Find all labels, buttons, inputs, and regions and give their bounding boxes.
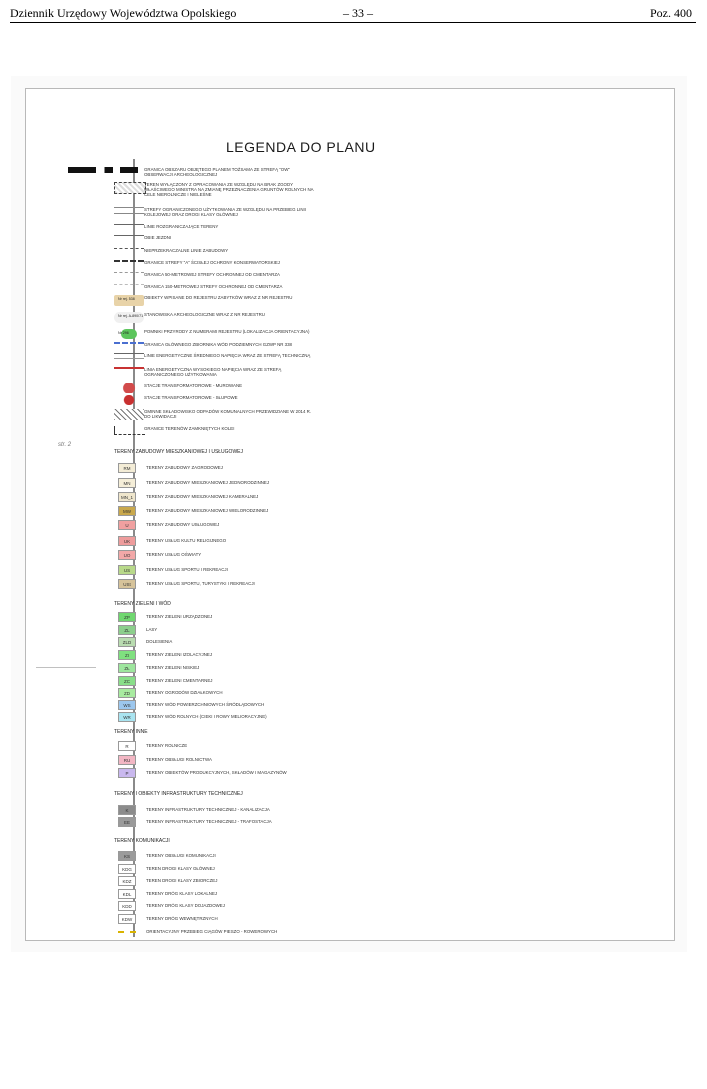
legend-title: LEGENDA DO PLANU <box>226 139 376 155</box>
legend-symbol <box>114 235 144 237</box>
legend-symbol <box>114 353 144 359</box>
legend-symbol <box>114 224 144 226</box>
zone-label: DOLESIENIA <box>146 639 173 644</box>
legend-label: GRANICE STREFY "A" ŚCISŁEJ OCHRONY KONSERWATORSKIEJ <box>144 260 281 265</box>
legend-label: STACJE TRANSFORMATOROWE - MUROWANE <box>144 383 243 388</box>
legend-symbol <box>68 167 138 173</box>
zone-swatch: RU <box>118 755 136 765</box>
zone-swatch: U <box>118 520 136 530</box>
legend-symbol <box>114 272 144 274</box>
zone-label: TERENY ZIELENI IZOLACYJNEJ <box>146 652 213 657</box>
zone-swatch: KDL <box>118 889 136 899</box>
legend-symbol <box>114 207 144 214</box>
legend-label: NIEPRZEKRACZALNE LINIE ZABUDOWY <box>144 248 229 253</box>
zone-label: TEREN DROGI KLASY GŁÓWNEJ <box>146 866 215 871</box>
zone-swatch: ZP <box>118 612 136 622</box>
legend-symbol <box>114 248 144 250</box>
zone-label: TERENY ZABUDOWY MIESZKANIOWEJ WIELORODZINNEJ <box>146 508 269 513</box>
zone-swatch: US <box>118 565 136 575</box>
legend-symbol <box>114 395 144 405</box>
legend-label: LINIE ROZGRANICZAJĄCE TERENY <box>144 224 219 229</box>
page-header <box>10 4 696 23</box>
symbol-code: Nr 296 <box>118 331 129 335</box>
zone-label: TERENY USŁUG KULTU RELIGIJNEGO <box>146 538 227 543</box>
zone-swatch: KDG <box>118 864 136 874</box>
zone-swatch: KDZ <box>118 876 136 886</box>
zone-label: TERENY USŁUG SPORTU, TURYSTYKI I REKREACJI <box>146 581 255 586</box>
zone-swatch: KDD <box>118 901 136 911</box>
zone-swatch: ZŁ <box>118 663 136 673</box>
legend-label: LINIA ENERGETYCZNA WYSOKIEGO NAPIĘCIA WRAZ ZE STREFĄ <box>144 367 282 372</box>
legend-label: GRANICA 150-METROWEJ STREFY OCHRONNEJ OD CMENTARZA <box>144 284 283 289</box>
zone-label: ORIENTACYJNY PRZEBIEG CIĄGÓW PIESZO - ROWEROWYCH <box>146 929 278 934</box>
legend-label: STANOWISKA ARCHEOLOGICZNE WRAZ Z NR REJESTRU <box>144 312 265 317</box>
legend-symbol <box>114 260 144 263</box>
margin-note: str. 2 <box>58 442 72 448</box>
section-title: TERENY KOMUNIKACJI <box>114 838 170 844</box>
zone-label: TERENY INFRASTRUKTURY TECHNICZNEJ - KANALIZACJA <box>146 807 270 812</box>
zone-swatch: ZC <box>118 676 136 686</box>
zone-label: TERENY OBSŁUGI ROLNICTWA <box>146 757 212 762</box>
zone-swatch: KS <box>118 851 136 861</box>
legend-label: GRANICE TERENÓW ZAMKNIĘTYCH KOLEI <box>144 426 235 431</box>
legend-label: GMINNE SKŁADOWISKO ODPADÓW KOMUNALNYCH PRZEWIDZIANE W 2014 R. <box>144 409 312 414</box>
zone-swatch: MW <box>118 506 136 516</box>
zone-label: TERENY DRÓG KLASY DOJAZDOWEJ <box>146 903 225 908</box>
zone-swatch: WR <box>118 712 136 722</box>
legend-label: GRANICA 50-METROWEJ STREFY OCHRONNEJ OD CMENTARZA <box>144 272 280 277</box>
zone-label: TERENY INFRASTRUKTURY TECHNICZNEJ - TRAFOSTACJA <box>146 819 272 824</box>
zone-label: TERENY WÓD POWIERZCHNIOWYCH ŚRÓDLĄDOWYCH <box>146 702 265 707</box>
legend-label: POMNIKI PRZYRODY Z NUMERAMI REJESTRU (LOKALIZACJA ORIENTACYJNA) <box>144 329 310 334</box>
zone-label: TERENY USŁUG OŚWIATY <box>146 552 202 557</box>
zone-swatch: EE <box>118 817 136 827</box>
zone-label: TERENY DRÓG KLASY LOKALNEJ <box>146 891 218 896</box>
zone-swatch: USt <box>118 579 136 589</box>
zone-swatch <box>118 931 136 933</box>
legend-label: TEREN WYŁĄCZONY Z OPRACOWANIA ZE WZGLĘDU NA BRAK ZGODY <box>144 182 294 187</box>
zone-label: TERENY ZABUDOWY MIESZKANIOWEJ KAMERALNEJ <box>146 494 259 499</box>
zone-swatch: MN <box>118 478 136 488</box>
legend-label: OGRANICZONEGO UŻYTKOWANIA <box>144 372 217 377</box>
page-number: – 33 – <box>343 6 373 20</box>
zone-label: TERENY ZIELENI NISKIEJ <box>146 665 200 670</box>
zone-label: TERENY ZABUDOWY USŁUGOWEJ <box>146 522 220 527</box>
zone-swatch: RM <box>118 463 136 473</box>
symbol-code: Nr rej. 538 <box>118 297 135 301</box>
zone-swatch: P <box>118 768 136 778</box>
legend-label: CELE NIEROLNICZE I NIELEŚNE <box>144 192 212 197</box>
zone-label: TERENY OGRODÓW DZIAŁKOWYCH <box>146 690 223 695</box>
legend-label: OBIE JEZDNI <box>144 235 172 240</box>
zone-label: TERENY ZABUDOWY MIESZKANIOWEJ JEDNORODZINNEJ <box>146 480 270 485</box>
legend-label: OBIEKTY WPISANE DO REJESTRU ZABYTKÓW WRAZ Z NR REJESTRU <box>144 295 293 300</box>
legend-label: KOLEJOWEJ ORAZ DROGI KLASY GŁÓWNEJ <box>144 212 238 217</box>
zone-label: TERENY OBSŁUGI KOMUNIKACJI <box>146 853 216 858</box>
zone-label: TERENY WÓD ROLNYCH (CIEKI I ROWY MELIORACYJNE) <box>146 714 267 719</box>
legend-symbol <box>114 367 144 370</box>
zone-label: TERENY USŁUG SPORTU I REKREACJI <box>146 567 228 572</box>
legend-symbol <box>114 284 144 286</box>
legend-symbol <box>114 383 144 393</box>
zone-label: TERENY ZABUDOWY ZAGRODOWEJ <box>146 465 223 470</box>
legend-label: GRANICA GŁÓWNEGO ZBIORNIKA WÓD PODZIEMNYCH GZWP NR 338 <box>144 342 292 347</box>
zone-swatch: KDW <box>118 914 136 924</box>
legend-sheet <box>25 88 675 941</box>
symbol-code: Nr rej. A-890/71 <box>118 314 144 318</box>
zone-label: TERENY ZIELENI CMENTARNEJ <box>146 678 213 683</box>
legend-label: STACJE TRANSFORMATOROWE - SŁUPOWE <box>144 395 238 400</box>
section-title: TERENY ZIELENI I WÓD <box>114 601 171 607</box>
zone-swatch: ZI <box>118 650 136 660</box>
zone-swatch: R <box>118 741 136 751</box>
zone-swatch: WS <box>118 700 136 710</box>
zone-label: TEREN DROGI KLASY ZBIORCZEJ <box>146 878 218 883</box>
legend-label: DO LIKWIDACJI <box>144 414 177 419</box>
legend-symbol <box>114 426 145 435</box>
zone-label: TERENY DRÓG WEWNĘTRZNYCH <box>146 916 218 921</box>
zone-swatch: ZL <box>118 625 136 635</box>
journal-title: Dziennik Urzędowy Województwa Opolskiego <box>10 6 237 20</box>
zone-swatch: K <box>118 805 136 815</box>
section-title: TERENY I OBIEKTY INFRASTRUKTURY TECHNICZNEJ <box>114 791 243 797</box>
zone-label: LASY <box>146 627 158 632</box>
zone-swatch: ZLD <box>118 637 136 647</box>
legend-symbol <box>114 342 144 345</box>
zone-label: TERENY OBIEKTÓW PRODUKCYJNYCH, SKŁADÓW I MAGAZYNÓW <box>146 770 287 775</box>
legend-label: WŁAŚCIWEGO MINISTRA NA ZMIANĘ PRZEZNACZENIA GRUNTÓW ROLNYCH NA <box>144 187 314 192</box>
zone-swatch: UK <box>118 536 136 546</box>
legend-label: GRANICA OBSZARU OBJĘTEGO PLANEM TOŻSAMA ZE STREFĄ "OW" <box>144 167 290 172</box>
zone-swatch: ZD <box>118 688 136 698</box>
legend-label: OBSERWACJI ARCHEOLOGICZNEJ <box>144 172 218 177</box>
zone-label: TERENY ZIELENI URZĄDZONEJ <box>146 614 213 619</box>
scan-horizontal-line <box>36 667 96 668</box>
legend-label: LINIE ENERGETYCZNE ŚREDNIEGO NAPIĘCIA WRAZ ZE STREFĄ TECHNICZNĄ <box>144 353 311 358</box>
legend-symbol <box>114 182 146 194</box>
zone-swatch: UO <box>118 550 136 560</box>
section-title: TERENY INNE <box>114 729 148 735</box>
zone-swatch: MN_1 <box>118 492 136 502</box>
section-title: TERENY ZABUDOWY MIESZKANIOWEJ I USŁUGOWEJ <box>114 449 243 455</box>
legend-label: STREFY OGRANICZONEGO UŻYTKOWANIA ZE WZGLĘDU NA PRZEBIEG LINII <box>144 207 306 212</box>
position-number: Poz. 400 <box>650 6 692 20</box>
legend-symbol <box>114 409 144 420</box>
zone-label: TERENY ROLNICZE <box>146 743 188 748</box>
